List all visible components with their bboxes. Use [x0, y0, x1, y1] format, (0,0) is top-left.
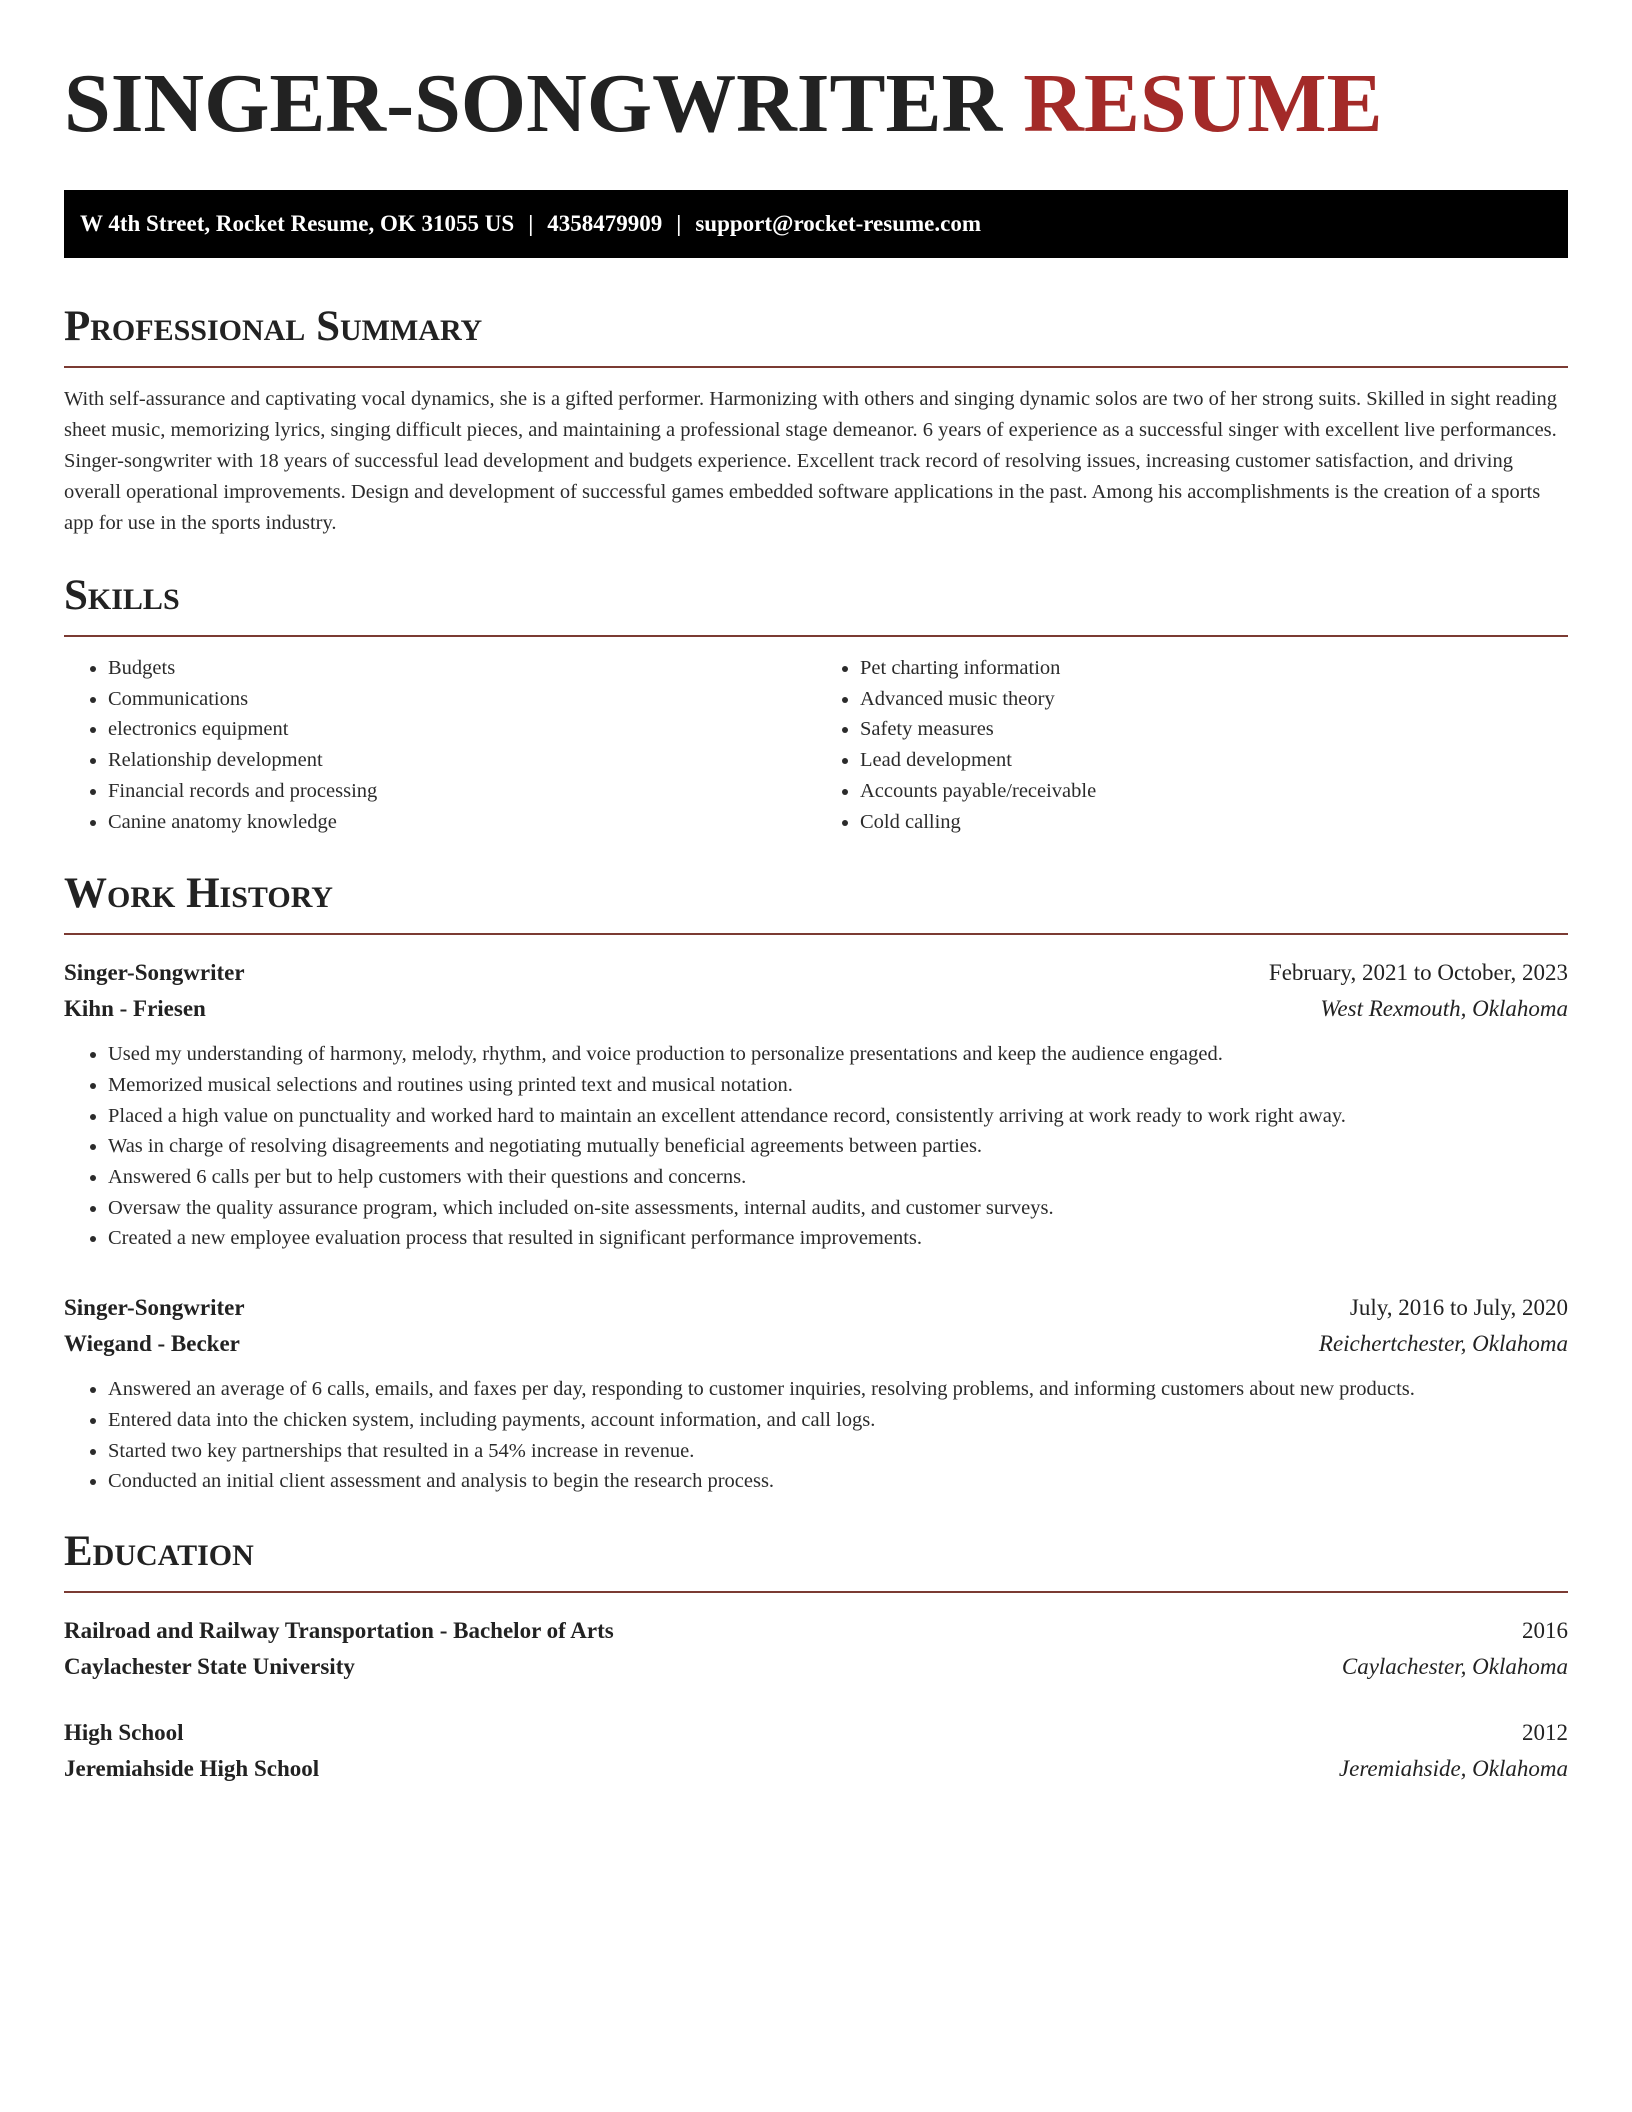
summary-text: With self-assurance and captivating vocal dynamics, she is a gifted performer. Harmonizing with others and singing dynamic solos are two of her strong suits. Skilled in sight reading sheet music, memorizing lyrics, singing difficult pieces, and maintaining a professional stage demeanor. 6 years of experience as a successful singer with excellent live performances. Singer-songwriter with 18 years of successful lead development and budgets experience. Excellent track record of resolving issues, increasing customer satisfaction, and driving overall operational improvements. Design and development of successful games embedded software applications in the past. Among his accomplishments is the creation of a sports app for use in the sports industry. — [64, 388, 1558, 534]
skill-item: • Cold calling — [860, 807, 1568, 838]
education-degree: High School — [64, 1719, 184, 1745]
skills-list-right — [816, 653, 1568, 837]
education-school-row — [64, 1751, 1568, 1787]
education-year: 2016 — [1522, 1617, 1568, 1643]
job-company: Wiegand - Becker — [64, 1331, 240, 1357]
job-bullets — [64, 1374, 1568, 1497]
skill-item: • Safety measures — [860, 714, 1568, 745]
job-bullet: • Created a new employee evaluation process that resulted in significant performance improvements. — [108, 1223, 1568, 1254]
job-title: Singer-Songwriter — [64, 1295, 245, 1321]
education-entry — [64, 1715, 1568, 1787]
education-section — [64, 1527, 1568, 1787]
job-location: West Rexmouth, Oklahoma — [1320, 996, 1568, 1022]
skill-item: • Pet charting information — [860, 653, 1568, 684]
job-dates: February, 2021 to October, 2023 — [1268, 960, 1568, 986]
job-bullet: • Placed a high value on punctuality and worked hard to maintain an excellent attendance record, consistently arriving at work ready to work right away. — [108, 1101, 1568, 1132]
education-school-row — [64, 1649, 1568, 1685]
skill-item: • Communications — [108, 684, 816, 715]
skills-heading: Skills — [64, 571, 1568, 637]
job-bullets — [64, 1039, 1568, 1254]
skill-item: • Budgets — [108, 653, 816, 684]
job-company: Kihn - Friesen — [64, 996, 206, 1022]
job-header-row — [64, 955, 1568, 991]
contact-separator: | — [676, 211, 682, 236]
education-year: 2012 — [1522, 1719, 1568, 1745]
skills-section — [64, 571, 1568, 837]
job-bullet: • Oversaw the quality assurance program, which included on-site assessments, internal audits, and customer surveys. — [108, 1193, 1568, 1224]
job-bullet: • Answered 6 calls per but to help customers with their questions and concerns. — [108, 1162, 1568, 1193]
job-bullet: • Started two key partnerships that resulted in a 54% increase in revenue. — [108, 1436, 1568, 1467]
job-bullet: • Entered data into the chicken system, including payments, account information, and call logs. — [108, 1405, 1568, 1436]
education-degree-row — [64, 1613, 1568, 1649]
skill-item: • Canine anatomy knowledge — [108, 807, 816, 838]
contact-address: W 4th Street, Rocket Resume, OK 31055 US — [80, 211, 515, 236]
title-main: SINGER-SONGWRITER — [64, 57, 1003, 150]
skills-list-left — [64, 653, 816, 837]
job-bullet: • Conducted an initial client assessment and analysis to begin the research process. — [108, 1466, 1568, 1497]
skill-item: • electronics equipment — [108, 714, 816, 745]
education-school: Jeremiahside High School — [64, 1755, 320, 1781]
job-location: Reichertchester, Oklahoma — [1318, 1331, 1568, 1357]
job-dates: July, 2016 to July, 2020 — [1349, 1295, 1568, 1321]
skill-item: • Advanced music theory — [860, 684, 1568, 715]
education-degree: Railroad and Railway Transportation - Bachelor of Arts — [64, 1617, 614, 1643]
skill-item: • Relationship development — [108, 745, 816, 776]
contact-email: support@rocket-resume.com — [695, 211, 981, 236]
work-section — [64, 869, 1568, 1497]
job-bullet: • Used my understanding of harmony, melody, rhythm, and voice production to personalize presentations and keep the audience engaged. — [108, 1039, 1568, 1070]
education-location: Jeremiahside, Oklahoma — [1338, 1755, 1568, 1781]
job-entry — [64, 1290, 1568, 1497]
job-company-row — [64, 1326, 1568, 1362]
skill-item: • Lead development — [860, 745, 1568, 776]
skills-grid — [64, 653, 1568, 837]
job-bullet: • Was in charge of resolving disagreements and negotiating mutually beneficial agreements between parties. — [108, 1131, 1568, 1162]
contact-phone: 4358479909 — [547, 211, 663, 236]
contact-separator: | — [528, 211, 534, 236]
resume-title — [64, 56, 1568, 152]
education-school: Caylachester State University — [64, 1653, 355, 1679]
job-bullet: • Memorized musical selections and routines using printed text and musical notation. — [108, 1070, 1568, 1101]
work-heading: Work History — [64, 869, 1568, 935]
skill-item: • Accounts payable/receivable — [860, 776, 1568, 807]
title-accent: RESUME — [1023, 57, 1383, 150]
contact-bar — [64, 190, 1568, 258]
summary-heading: Professional Summary — [64, 302, 1568, 368]
skill-item: • Financial records and processing — [108, 776, 816, 807]
summary-section — [64, 302, 1568, 539]
education-heading: Education — [64, 1527, 1568, 1593]
education-degree-row — [64, 1715, 1568, 1751]
education-entry — [64, 1613, 1568, 1685]
job-entry — [64, 955, 1568, 1254]
job-bullet: • Answered an average of 6 calls, emails, and faxes per day, responding to customer inquiries, resolving problems, and informing customers about new products. — [108, 1374, 1568, 1405]
job-company-row — [64, 991, 1568, 1027]
education-location: Caylachester, Oklahoma — [1341, 1653, 1568, 1679]
job-header-row — [64, 1290, 1568, 1326]
job-title: Singer-Songwriter — [64, 960, 245, 986]
